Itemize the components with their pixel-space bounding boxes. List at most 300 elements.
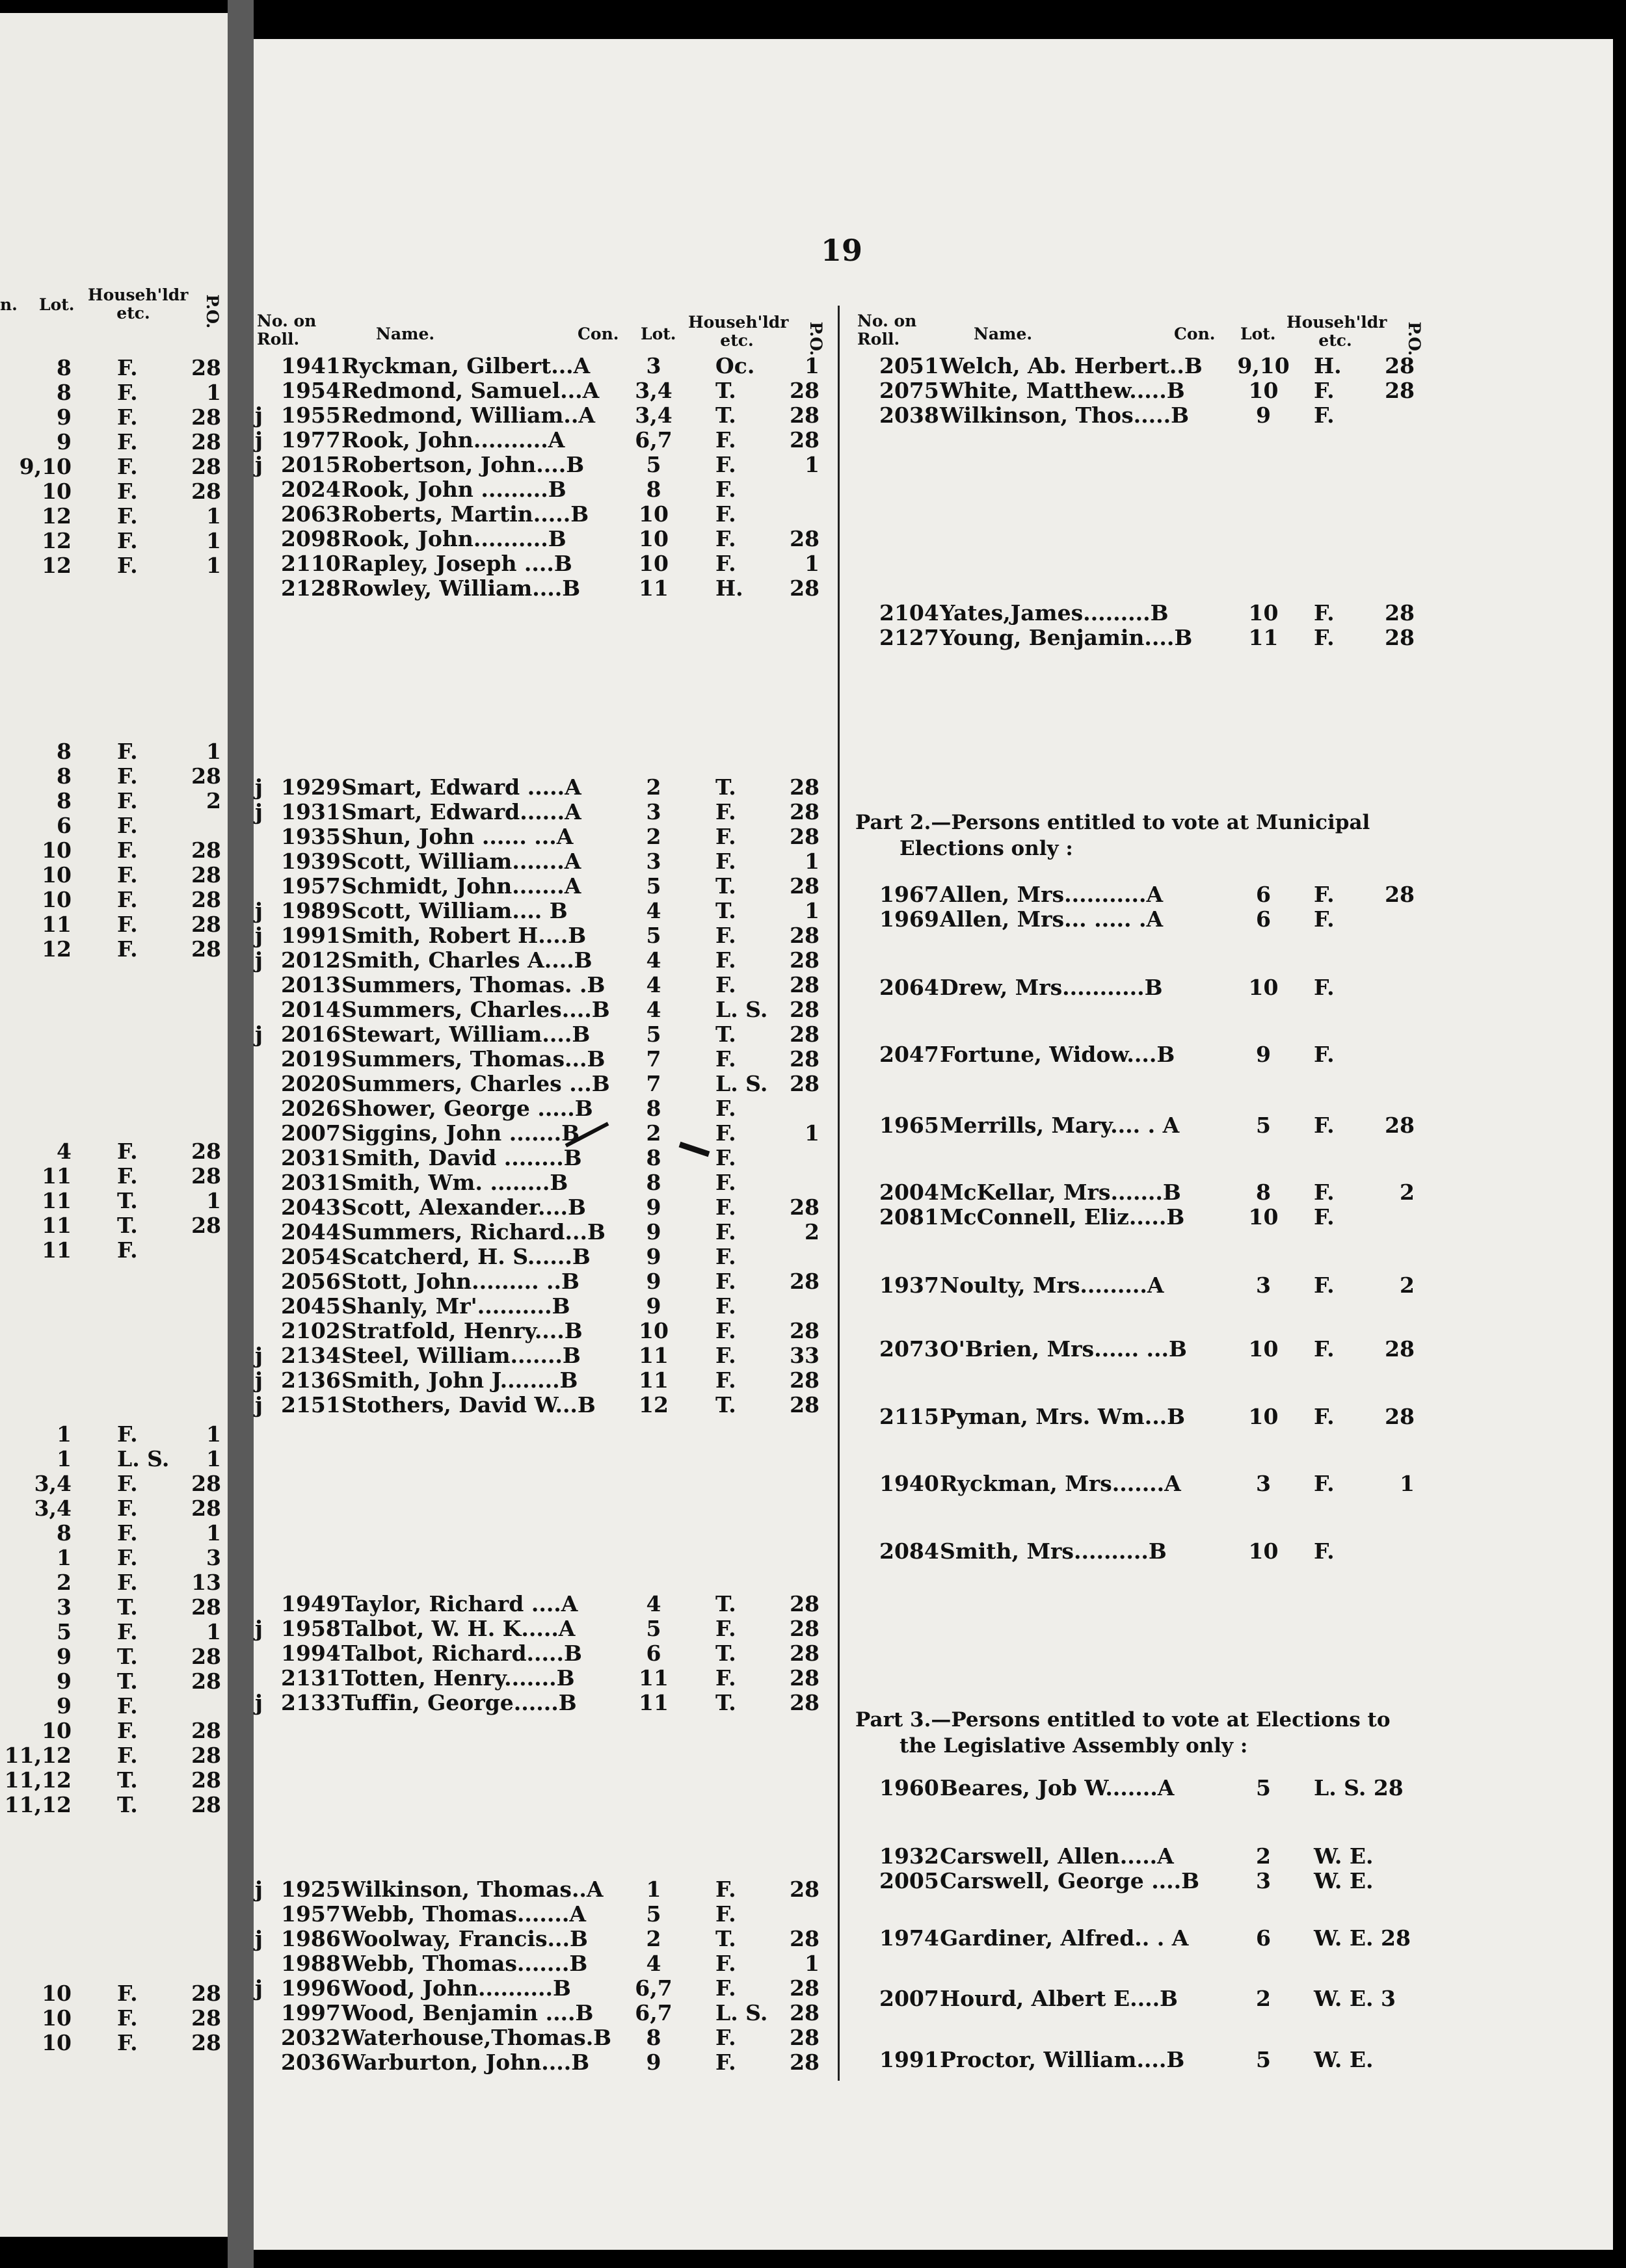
- table-row: [0, 1146, 1626, 1170]
- cell-name: Carswell, Allen.....A: [940, 1843, 1174, 1869]
- cell-roll-number: 2064: [879, 975, 939, 1000]
- cell-lot: 9: [57, 1668, 72, 1694]
- prev-header-po: P.O.: [203, 294, 222, 329]
- cell-lot: 5: [646, 1022, 661, 1047]
- cell-househ: F.: [715, 526, 736, 551]
- cell-name: Smith, Mrs..........B: [940, 1538, 1167, 1564]
- table-row: [0, 1404, 1626, 1429]
- cell-name: Warburton, John....B: [341, 2050, 590, 2075]
- cell-lot: 10: [42, 837, 72, 863]
- cell-name: Tuffin, George......B: [341, 1690, 577, 1715]
- table-row: [0, 1113, 1626, 1138]
- cell-name: Carswell, George ....B: [940, 1868, 1200, 1893]
- cell-po: 28: [1385, 625, 1415, 650]
- cell-househ: W. E. 28: [1314, 1925, 1411, 1951]
- cell-lot: 1: [57, 1545, 72, 1570]
- cell-househ: T.: [715, 1690, 736, 1715]
- cell-po: 28: [790, 997, 820, 1022]
- cell-lot: 11: [42, 912, 72, 937]
- cell-househ: L. S.: [715, 2000, 768, 2025]
- cell-name: McKellar, Mrs.......B: [940, 1180, 1181, 1205]
- cell-lot: 11,12: [4, 1767, 72, 1793]
- cell-name: Rook, John..........A: [341, 427, 565, 453]
- cell-lot: 10: [42, 1981, 72, 2006]
- cell-househ: F.: [1314, 1538, 1335, 1564]
- cell-name: Scatcherd, H. S......B: [341, 1244, 591, 1269]
- cell-po: 28: [790, 1975, 820, 2001]
- cell-lot: 3: [646, 849, 661, 874]
- cell-po: 28: [191, 1594, 221, 1620]
- cell-roll-number: 1954: [281, 378, 341, 403]
- cell-househ: F.: [1314, 1204, 1335, 1230]
- cell-lot: 11: [639, 1665, 669, 1691]
- cell-lot: 2: [57, 1570, 72, 1595]
- cell-roll-number: 2084: [879, 1538, 939, 1564]
- table-row: [0, 378, 1626, 403]
- cell-lot: 10: [1248, 1404, 1279, 1429]
- cell-lot: 11: [639, 1343, 669, 1368]
- part3-title-line1: Part 3.—Persons entitled to vote at Elections to: [855, 1708, 1391, 1732]
- cell-lot: 1: [57, 1446, 72, 1471]
- cell-marker: j: [255, 402, 263, 428]
- cell-name: Smith, Charles A....B: [341, 947, 593, 973]
- cell-name: Young, Benjamin....B: [940, 625, 1193, 650]
- cell-househ: F.: [117, 2030, 138, 2055]
- table-row: [0, 1902, 1626, 1927]
- cell-marker: j: [255, 1022, 263, 1047]
- cell-lot: 9: [1256, 1042, 1271, 1067]
- cell-po: 28: [790, 799, 820, 824]
- cell-marker: j: [255, 1616, 263, 1641]
- cell-po: 28: [1385, 1336, 1415, 1362]
- table-row: [0, 1616, 1626, 1641]
- cell-lot: 9: [646, 1244, 661, 1269]
- cell-roll-number: 2047: [879, 1042, 939, 1067]
- cell-po: 1: [805, 1120, 820, 1146]
- cell-roll-number: 2054: [281, 1244, 341, 1269]
- cell-lot: 10: [639, 501, 669, 527]
- cell-househ: W. E.: [1314, 2047, 1374, 2072]
- cell-lot: 4: [646, 947, 661, 973]
- cell-po: 28: [790, 1877, 820, 1902]
- cell-po: 28: [191, 1496, 221, 1521]
- cell-po: 1: [805, 849, 820, 874]
- cell-marker: j: [255, 799, 263, 824]
- table-row: [0, 1245, 1626, 1269]
- table-row: [0, 1951, 1626, 1976]
- cell-name: Rapley, Joseph ....B: [341, 551, 572, 576]
- cell-po: 28: [790, 1194, 820, 1220]
- cell-househ: F.: [117, 739, 138, 764]
- cell-name: Shun, John ...... ...A: [341, 824, 574, 849]
- cell-roll-number: 1969: [879, 906, 939, 932]
- cell-name: Smart, Edward......A: [341, 799, 581, 824]
- cell-househ: F.: [117, 1139, 138, 1164]
- cell-name: Ryckman, Gilbert...A: [341, 353, 591, 378]
- cell-roll-number: 1932: [879, 1843, 939, 1869]
- cell-lot: 5: [646, 923, 661, 948]
- cell-marker: j: [255, 947, 263, 973]
- cell-roll-number: 2131: [281, 1665, 341, 1691]
- cell-lot: 2: [646, 824, 661, 849]
- cell-roll-number: 1940: [879, 1471, 939, 1496]
- cell-lot: 2: [1256, 1986, 1271, 2011]
- cell-roll-number: 2007: [879, 1986, 939, 2011]
- cell-roll-number: 1996: [281, 1975, 341, 2001]
- cell-roll-number: 2004: [879, 1180, 939, 1205]
- cell-roll-number: 2024: [281, 477, 341, 502]
- cell-po: 28: [790, 1665, 820, 1691]
- cell-name: Wilkinson, Thos.....B: [940, 402, 1189, 428]
- table-row: [0, 1447, 1626, 1471]
- cell-name: Stratfold, Henry....B: [341, 1318, 583, 1343]
- cell-househ: F.: [1314, 1471, 1335, 1496]
- cell-househ: F.: [117, 2005, 138, 2031]
- cell-househ: H.: [715, 575, 743, 601]
- cell-po: 28: [790, 427, 820, 453]
- cell-po: 28: [1385, 1113, 1415, 1138]
- cell-name: Smith, David ........B: [341, 1145, 582, 1170]
- cell-househ: F.: [715, 1318, 736, 1343]
- cell-lot: 7: [646, 1046, 661, 1072]
- cell-lot: 8: [57, 739, 72, 764]
- cell-househ: T.: [715, 1926, 736, 1951]
- cell-roll-number: 1994: [281, 1641, 341, 1666]
- header-po-right: P.O.: [1405, 321, 1424, 356]
- cell-lot: 10: [42, 479, 72, 504]
- cell-househ: F.: [715, 2050, 736, 2075]
- cell-househ: F.: [715, 452, 736, 477]
- cell-roll-number: 1967: [879, 882, 939, 907]
- cell-name: Redmond, Samuel...A: [341, 378, 600, 403]
- cell-roll-number: 2081: [879, 1204, 939, 1230]
- cell-househ: F.: [117, 1743, 138, 1768]
- cell-name: Smith, Wm. ........B: [341, 1170, 568, 1195]
- table-row: [0, 601, 1626, 626]
- table-row: [0, 907, 1626, 932]
- cell-househ: F.: [715, 1170, 736, 1195]
- cell-househ: L. S.: [715, 1071, 768, 1096]
- cell-po: 1: [1400, 1471, 1415, 1496]
- cell-lot: 5: [646, 1901, 661, 1927]
- cell-po: 3: [206, 1545, 221, 1570]
- cell-roll-number: 1931: [281, 799, 341, 824]
- cell-lot: 10: [42, 2030, 72, 2055]
- cell-po: 1: [206, 739, 221, 764]
- cell-po: 1: [206, 380, 221, 405]
- cell-marker: j: [255, 1343, 263, 1368]
- cell-househ: L. S.: [715, 997, 768, 1022]
- cell-po: 28: [790, 824, 820, 849]
- cell-lot: 3,4: [635, 402, 673, 428]
- header-con-right: Con.: [1174, 324, 1216, 343]
- table-row: [0, 882, 1626, 907]
- cell-lot: 12: [42, 936, 72, 962]
- cell-househ: T.: [715, 774, 736, 800]
- cell-name: Yates,James.........B: [940, 600, 1169, 626]
- cell-po: 28: [191, 1163, 221, 1189]
- cell-po: 28: [790, 378, 820, 403]
- cell-househ: F.: [117, 479, 138, 504]
- cell-po: 1: [805, 452, 820, 477]
- cell-lot: 4: [646, 1951, 661, 1976]
- cell-househ: F.: [117, 1520, 138, 1546]
- cell-lot: 9: [646, 1269, 661, 1294]
- cell-househ: F.: [117, 528, 138, 553]
- cell-po: 1: [206, 1421, 221, 1447]
- cell-lot: 10: [1248, 1204, 1279, 1230]
- cell-househ: F.: [117, 763, 138, 789]
- cell-lot: 8: [57, 1520, 72, 1546]
- table-row: [0, 1986, 1626, 2011]
- cell-name: Summers, Thomas. .B: [341, 972, 606, 997]
- cell-po: 28: [790, 774, 820, 800]
- cell-po: 1: [206, 503, 221, 529]
- cell-marker: j: [255, 427, 263, 453]
- cell-househ: F.: [1314, 402, 1335, 428]
- cell-roll-number: 2102: [281, 1318, 341, 1343]
- cell-po: 28: [790, 1269, 820, 1294]
- cell-househ: T.: [715, 1591, 736, 1616]
- cell-lot: 3: [646, 799, 661, 824]
- cell-lot: 3: [1256, 1272, 1271, 1298]
- cell-roll-number: 2044: [281, 1219, 341, 1245]
- cell-roll-number: 1960: [879, 1775, 939, 1800]
- cell-househ: F.: [715, 972, 736, 997]
- cell-po: 28: [790, 1591, 820, 1616]
- cell-roll-number: 2019: [281, 1046, 341, 1072]
- cell-name: O'Brien, Mrs...... ...B: [940, 1336, 1187, 1362]
- cell-po: 28: [790, 1046, 820, 1072]
- cell-name: Beares, Job W.......A: [940, 1775, 1175, 1800]
- cell-po: 28: [790, 972, 820, 997]
- cell-lot: 9: [646, 1219, 661, 1245]
- cell-roll-number: 2007: [281, 1120, 341, 1146]
- cell-roll-number: 1955: [281, 402, 341, 428]
- prev-header-househ: Househ'ldr etc.: [88, 285, 189, 323]
- cell-househ: W. E.: [1314, 1868, 1374, 1893]
- cell-name: Allen, Mrs... ..... .A: [940, 906, 1164, 932]
- cell-lot: 9: [57, 1693, 72, 1719]
- cell-lot: 9,10: [1237, 353, 1290, 378]
- cell-po: 28: [191, 1792, 221, 1817]
- cell-lot: 3,4: [635, 378, 673, 403]
- cell-househ: F.: [1314, 1336, 1335, 1362]
- cell-name: Allen, Mrs...........A: [940, 882, 1164, 907]
- cell-po: 28: [191, 479, 221, 504]
- cell-househ: T.: [715, 1392, 736, 1418]
- cell-name: Rowley, William....B: [341, 575, 581, 601]
- cell-roll-number: 1988: [281, 1951, 341, 1976]
- cell-name: Smith, John J........B: [341, 1367, 578, 1393]
- cell-lot: 11,12: [4, 1743, 72, 1768]
- cell-name: Welch, Ab. Herbert..B: [940, 353, 1203, 378]
- cell-po: 1: [805, 898, 820, 923]
- header-lot-right: Lot.: [1240, 324, 1276, 343]
- cell-househ: F.: [1314, 1113, 1335, 1138]
- cell-househ: T.: [117, 1767, 138, 1793]
- cell-househ: F.: [117, 862, 138, 888]
- cell-lot: 9: [57, 1644, 72, 1669]
- cell-roll-number: 2073: [879, 1336, 939, 1362]
- cell-househ: L. S. 28: [1314, 1775, 1404, 1800]
- cell-lot: 6,7: [635, 427, 673, 453]
- cell-househ: T.: [117, 1213, 138, 1238]
- table-row: [0, 428, 1626, 453]
- cell-name: Stewart, William....B: [341, 1022, 591, 1047]
- cell-roll-number: 2127: [879, 625, 939, 650]
- cell-househ: F.: [715, 1367, 736, 1393]
- cell-roll-number: 1991: [281, 923, 341, 948]
- table-row: [0, 948, 1626, 973]
- cell-lot: 11: [639, 1367, 669, 1393]
- cell-po: 28: [191, 1767, 221, 1793]
- cell-name: Smart, Edward .....A: [341, 774, 581, 800]
- cell-name: Wood, Benjamin ....B: [341, 2000, 594, 2025]
- cell-roll-number: 2016: [281, 1022, 341, 1047]
- cell-lot: 5: [646, 452, 661, 477]
- cell-lot: 12: [42, 503, 72, 529]
- cell-po: 28: [191, 912, 221, 937]
- part2-title-line2: Elections only :: [900, 837, 1073, 860]
- cell-po: 28: [191, 936, 221, 962]
- cell-marker: j: [255, 1690, 263, 1715]
- cell-househ: T.: [715, 1022, 736, 1047]
- cell-househ: F.: [1314, 906, 1335, 932]
- cell-househ: F.: [715, 1901, 736, 1927]
- cell-roll-number: 2115: [879, 1404, 939, 1429]
- cell-lot: 10: [639, 551, 669, 576]
- cell-lot: 10: [1248, 600, 1279, 626]
- cell-househ: F.: [715, 1951, 736, 1976]
- cell-lot: 10: [1248, 975, 1279, 1000]
- header-househ-right: Househ'ldr etc.: [1286, 313, 1387, 350]
- table-row: [0, 775, 1626, 800]
- cell-name: Ryckman, Mrs.......A: [940, 1471, 1181, 1496]
- cell-lot: 8: [646, 1096, 661, 1121]
- cell-lot: 4: [646, 898, 661, 923]
- cell-roll-number: 1935: [281, 824, 341, 849]
- cell-lot: 6: [57, 813, 72, 838]
- cell-househ: F.: [715, 824, 736, 849]
- cell-roll-number: 1977: [281, 427, 341, 453]
- cell-lot: 6,7: [635, 2000, 673, 2025]
- table-row: [0, 2025, 1626, 2050]
- cell-po: 28: [191, 404, 221, 430]
- cell-po: 28: [191, 837, 221, 863]
- table-row: [0, 576, 1626, 601]
- cell-lot: 11: [639, 575, 669, 601]
- part3-title: [855, 1707, 1428, 1759]
- cell-househ: F.: [715, 1244, 736, 1269]
- cell-name: Stott, John......... ..B: [341, 1269, 580, 1294]
- cell-roll-number: 2075: [879, 378, 939, 403]
- cell-roll-number: 2031: [281, 1170, 341, 1195]
- table-row: [0, 1869, 1626, 1893]
- cell-po: 1: [206, 1619, 221, 1644]
- table-row: [0, 997, 1626, 1022]
- cell-lot: 12: [42, 553, 72, 578]
- cell-name: Summers, Thomas...B: [341, 1046, 606, 1072]
- cell-name: Merrills, Mary.... . A: [940, 1113, 1180, 1138]
- cell-househ: T.: [117, 1668, 138, 1694]
- cell-lot: 8: [646, 1145, 661, 1170]
- cell-househ: F.: [1314, 1272, 1335, 1298]
- table-row: [0, 1666, 1626, 1691]
- cell-name: Summers, Charles....B: [341, 997, 610, 1022]
- table-row: [0, 1042, 1626, 1067]
- cell-roll-number: 2151: [281, 1392, 341, 1418]
- cell-po: 28: [191, 763, 221, 789]
- cell-lot: 3: [1256, 1471, 1271, 1496]
- cell-name: Talbot, W. H. K.....A: [341, 1616, 576, 1641]
- cell-househ: F.: [117, 813, 138, 838]
- cell-po: 28: [790, 1318, 820, 1343]
- cell-po: 1: [206, 553, 221, 578]
- table-row: [0, 1496, 1626, 1521]
- cell-househ: F.: [715, 551, 736, 576]
- cell-roll-number: 2031: [281, 1145, 341, 1170]
- cell-househ: T.: [715, 873, 736, 899]
- table-row: [0, 1368, 1626, 1393]
- cell-lot: 3: [1256, 1868, 1271, 1893]
- table-row: [0, 1337, 1626, 1362]
- cell-roll-number: 1949: [281, 1591, 341, 1616]
- cell-marker: j: [255, 923, 263, 948]
- cell-roll-number: 2133: [281, 1690, 341, 1715]
- header-po: P.O.: [806, 321, 826, 356]
- cell-househ: F.: [1314, 1180, 1335, 1205]
- cell-po: 28: [191, 1213, 221, 1238]
- cell-househ: F.: [117, 1619, 138, 1644]
- cell-marker: j: [255, 1877, 263, 1902]
- cell-lot: 2: [646, 1120, 661, 1146]
- table-row: [0, 1592, 1626, 1616]
- cell-roll-number: 2036: [281, 2050, 341, 2075]
- cell-househ: F.: [117, 404, 138, 430]
- cell-name: Woolway, Francis...B: [341, 1926, 588, 1951]
- cell-househ: F.: [715, 477, 736, 502]
- table-row: [0, 551, 1626, 576]
- cell-lot: 5: [646, 873, 661, 899]
- table-row: [0, 1641, 1626, 1666]
- cell-roll-number: 1925: [281, 1877, 341, 1902]
- table-row: [0, 1180, 1626, 1205]
- cell-roll-number: 1937: [879, 1272, 939, 1298]
- cell-lot: 3: [646, 353, 661, 378]
- table-row: [0, 527, 1626, 551]
- cell-lot: 11: [42, 1163, 72, 1189]
- cell-househ: F.: [715, 849, 736, 874]
- cell-househ: T.: [117, 1594, 138, 1620]
- cell-po: 28: [191, 1981, 221, 2006]
- table-row: [0, 354, 1626, 378]
- cell-lot: 9: [1256, 402, 1271, 428]
- cell-lot: 4: [646, 972, 661, 997]
- cell-po: 28: [790, 1392, 820, 1418]
- cell-name: Schmidt, John.......A: [341, 873, 581, 899]
- cell-lot: 11: [42, 1237, 72, 1263]
- table-row: [0, 477, 1626, 502]
- cell-lot: 9: [57, 404, 72, 430]
- cell-lot: 8: [646, 1170, 661, 1195]
- header-con: Con.: [578, 324, 619, 343]
- cell-name: Noulty, Mrs.........A: [940, 1272, 1164, 1298]
- cell-househ: F.: [1314, 975, 1335, 1000]
- cell-househ: F.: [117, 1718, 138, 1743]
- cell-lot: 11: [42, 1188, 72, 1213]
- cell-roll-number: 1957: [281, 873, 341, 899]
